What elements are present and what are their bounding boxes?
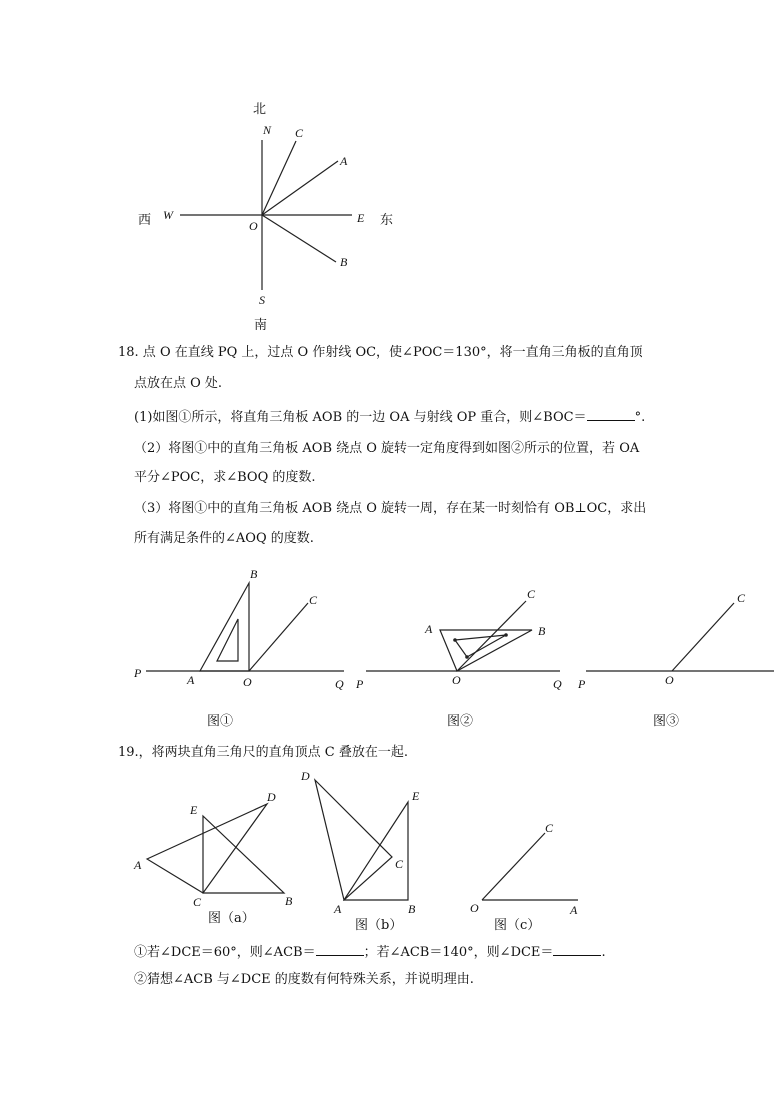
- fig2-Q: Q: [553, 677, 562, 691]
- label-A: A: [340, 154, 348, 168]
- fig2-C: C: [527, 587, 536, 601]
- q18-part1-end: °.: [634, 410, 646, 425]
- figa-A: A: [134, 858, 142, 872]
- fig3-P: P: [578, 677, 586, 691]
- label-W: W: [163, 208, 173, 222]
- q19-sub1-b: ；若∠ACB＝140°，则∠DCE＝: [363, 945, 554, 960]
- q18-part3b: 所有满足条件的∠AOQ 的度数.: [134, 531, 314, 546]
- fig2-A: A: [425, 622, 433, 636]
- fig1-A: A: [187, 673, 195, 687]
- fig3-C: C: [737, 591, 746, 605]
- label-B: B: [340, 255, 348, 269]
- fig1-Q: Q: [335, 677, 344, 691]
- q18-part3a: （3）将图①中的直角三角板 AOB 绕点 O 旋转一周，存在某一时刻恰有 OB⊥OC，求出: [134, 501, 647, 516]
- label-O: O: [249, 219, 258, 233]
- south-label: 南: [254, 318, 268, 333]
- q19-sub2: ②猜想∠ACB 与∠DCE 的度数有何特殊关系，并说明理由.: [134, 972, 474, 987]
- fig1-C: C: [309, 593, 318, 607]
- figc-C: C: [545, 821, 554, 835]
- fig1-P: P: [134, 666, 142, 680]
- figc-A: A: [570, 903, 578, 917]
- q19-blank-acb: [316, 943, 364, 956]
- figb-caption: 图（b）: [355, 918, 403, 933]
- figc-caption: 图（c）: [494, 918, 541, 933]
- figb-D: D: [301, 769, 310, 783]
- fig2-caption: 图②: [447, 714, 474, 729]
- fig1-B: B: [250, 567, 258, 581]
- q19-figa: [147, 804, 284, 893]
- q19-figb: [315, 780, 408, 900]
- q18-part1-text: (1)如图①所示，将直角三角板 AOB 的一边 OA 与射线 OP 重合，则∠BOC＝: [134, 410, 587, 425]
- q19-sub1-c: .: [601, 945, 606, 960]
- label-S: S: [259, 293, 265, 307]
- figa-E: E: [190, 803, 198, 817]
- fig2-O: O: [452, 673, 461, 687]
- q18-line1: 18. 点 O 在直线 PQ 上，过点 O 作射线 OC，使∠POC＝130°，将一直角三角板的直角顶: [118, 345, 643, 360]
- q19-blank-dce: [553, 943, 601, 956]
- q19-figc: [482, 833, 578, 900]
- q18-line2: 点放在点 O 处.: [134, 376, 223, 391]
- label-N: N: [263, 123, 272, 137]
- q19-sub1-a: ①若∠DCE＝60°，则∠ACB＝: [134, 945, 316, 960]
- q19-sub1: [134, 943, 606, 962]
- q18-part2b: 平分∠POC，求∠BOQ 的度数.: [134, 470, 316, 485]
- figa-C: C: [193, 895, 202, 909]
- figa-B: B: [285, 894, 293, 908]
- q19-line1: 19.，将两块直角三角尺的直角顶点 C 叠放在一起.: [118, 745, 409, 760]
- figb-B: B: [408, 902, 416, 916]
- west-label: 西: [138, 213, 152, 228]
- fig3-caption: 图③: [653, 714, 680, 729]
- fig1-caption: 图①: [207, 714, 234, 729]
- figb-A: A: [334, 902, 342, 916]
- figa-D: D: [267, 790, 276, 804]
- figa-caption: 图（a）: [208, 911, 255, 926]
- east-label: 东: [380, 213, 394, 228]
- north-label: 北: [253, 102, 267, 117]
- figb-E: E: [412, 789, 420, 803]
- label-C: C: [295, 126, 304, 140]
- label-E: E: [357, 211, 365, 225]
- fig2-B: B: [538, 624, 546, 638]
- figc-O: O: [470, 901, 479, 915]
- fig2-P: P: [356, 677, 364, 691]
- fig3-O: O: [665, 673, 674, 687]
- fig1-O: O: [243, 675, 252, 689]
- figb-C: C: [395, 857, 404, 871]
- q18-part2a: （2）将图①中的直角三角板 AOB 绕点 O 旋转一定角度得到如图②所示的位置，若 OA: [134, 441, 640, 456]
